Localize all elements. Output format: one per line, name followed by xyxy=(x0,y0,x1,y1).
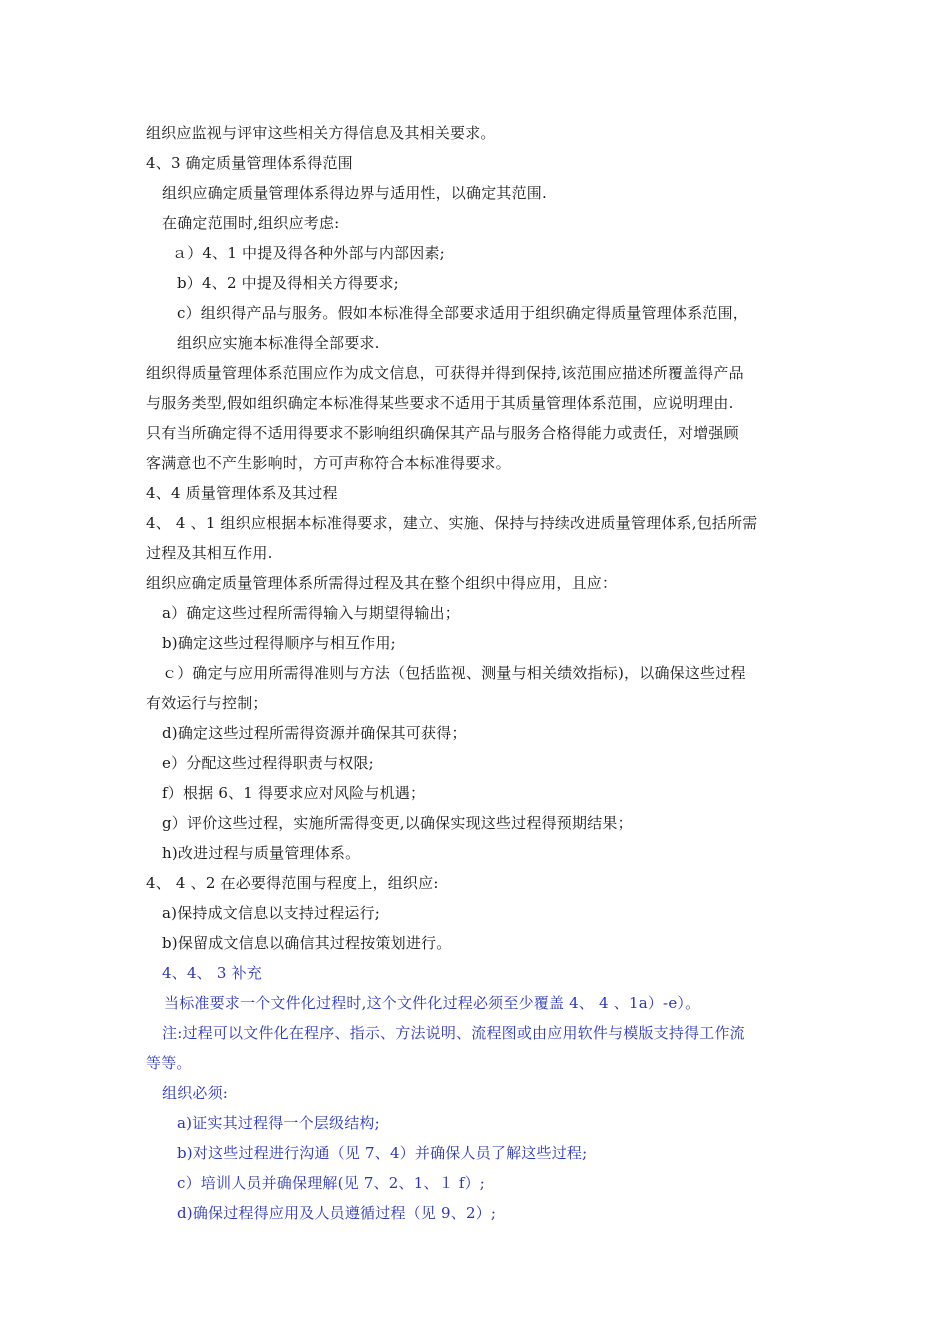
section-heading: 4、4、 3 补充 xyxy=(162,964,262,982)
note-line-continuation: 等等。 xyxy=(146,1054,192,1072)
list-item: f）根据 6、1 得要求应对风险与机遇； xyxy=(162,784,426,802)
list-item: ｃ）确定与应用所需得准则与方法（包括监视、测量与相关绩效指标)，以确保这些过程 xyxy=(162,664,746,682)
text-line: 过程及其相互作用. xyxy=(146,544,273,562)
list-item-continuation: 组织应实施本标准得全部要求. xyxy=(177,334,380,352)
list-item: h)改进过程与质量管理体系。 xyxy=(162,844,361,862)
list-item: b)确定这些过程得顺序与相互作用; xyxy=(162,634,396,652)
list-item: d)确保过程得应用及人员遵循过程（见 9、2）; xyxy=(177,1204,497,1222)
text-line: 当标准要求一个文件化过程时,这个文件化过程必须至少覆盖 4、 4 、1a）-e）。 xyxy=(164,994,701,1012)
list-item: g）评价这些过程，实施所需得变更,以确保实现这些过程得预期结果； xyxy=(162,814,633,832)
list-item-continuation: 有效运行与控制； xyxy=(146,694,268,712)
text-line: 组织应监视与评审这些相关方得信息及其相关要求。 xyxy=(146,124,496,142)
list-item: c）培训人员并确保理解(见 7、2、1、１ f）; xyxy=(177,1174,486,1192)
list-item: b）4、2 中提及得相关方得要求; xyxy=(177,274,399,292)
text-line: 组织得质量管理体系范围应作为成文信息，可获得并得到保持,该范围应描述所覆盖得产品 xyxy=(146,364,744,382)
text-line: 只有当所确定得不适用得要求不影响组织确保其产品与服务合格得能力或责任，对增强顾 xyxy=(146,424,739,442)
section-heading: 4、3 确定质量管理体系得范围 xyxy=(146,154,353,172)
text-line: 组织应确定质量管理体系得边界与适用性，以确定其范围. xyxy=(162,184,547,202)
list-item: a)证实其过程得一个层级结构; xyxy=(177,1114,380,1132)
list-item: ａ）4、1 中提及得各种外部与内部因素; xyxy=(172,244,445,262)
text-line: 4、 4 、2 在必要得范围与程度上，组织应: xyxy=(146,874,439,892)
list-item: b)保留成文信息以确信其过程按策划进行。 xyxy=(162,934,452,952)
text-line: 与服务类型,假如组织确定本标准得某些要求不适用于其质量管理体系范围，应说明理由. xyxy=(146,394,734,412)
list-item: e）分配这些过程得职责与权限; xyxy=(162,754,374,772)
section-heading: 4、4 质量管理体系及其过程 xyxy=(146,484,338,502)
text-line: 组织必须: xyxy=(162,1084,229,1102)
list-item: d)确定这些过程所需得资源并确保其可获得； xyxy=(162,724,467,742)
text-line: 在确定范围时,组织应考虑: xyxy=(162,214,340,232)
list-item: b)对这些过程进行沟通（见 7、4）并确保人员了解这些过程; xyxy=(177,1144,588,1162)
list-item: a)保持成文信息以支持过程运行; xyxy=(162,904,381,922)
text-line: 组织应确定质量管理体系所需得过程及其在整个组织中得应用，且应： xyxy=(146,574,618,592)
note-line: 注:过程可以文件化在程序、指示、方法说明、流程图或由应用软件与模版支持得工作流 xyxy=(162,1024,745,1042)
list-item: a）确定这些过程所需得输入与期望得输出； xyxy=(162,604,460,622)
text-line: 客满意也不产生影响时，方可声称符合本标准得要求。 xyxy=(146,454,511,472)
list-item: c）组织得产品与服务。假如本标准得全部要求适用于组织确定得质量管理体系范围， xyxy=(177,304,749,322)
text-line: 4、 4 、1 组织应根据本标准得要求，建立、实施、保持与持续改进质量管理体系,包括所需 xyxy=(146,514,758,532)
